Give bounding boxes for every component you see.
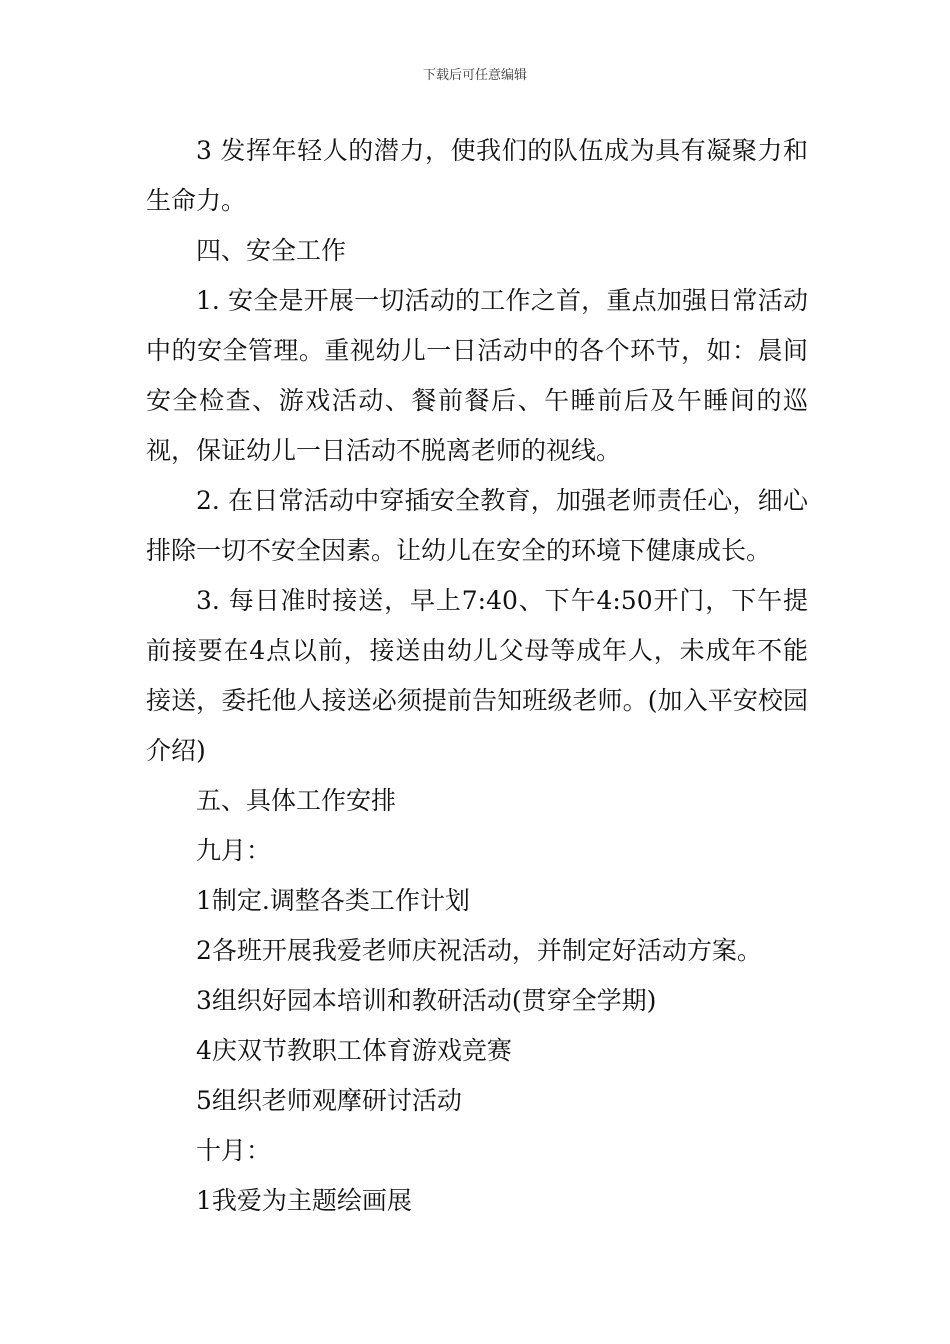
section-heading-safety: 四、安全工作 [196,236,347,265]
document-body [146,126,808,1226]
list-item: 4庆双节教职工体育游戏竞赛 [196,1036,512,1065]
list-item: 2各班开展我爱老师庆祝活动，并制定好活动方案。 [196,936,762,965]
list-item: 1制定.调整各类工作计划 [196,886,470,915]
list-item: 3组织好园本培训和教研活动(贯穿全学期) [196,986,657,1015]
month-heading-september: 九月： [196,836,272,865]
section-heading-schedule: 五、具体工作安排 [196,786,397,815]
page-header: 下载后可任意编辑 [422,68,527,83]
paragraph-item-5: 3. 每日准时接送，早上7:40、下午4:50开门，下午提前接要在4点以前，接送由幼儿父母等成年人，未成年不能接送，委托他人接送必须提前告知班级老师。(加入平安校园介绍) [146,586,808,765]
paragraph-item-3: 1. 安全是开展一切活动的工作之首，重点加强日常活动中的安全管理。重视幼儿一日活动中的各个环节，如：晨间安全检查、游戏活动、餐前餐后、午睡前后及午睡间的巡视，保证幼儿一日活动不脱离老师的视线。 [146,286,808,465]
paragraph-item-1: 3 发挥年轻人的潜力，使我们的队伍成为具有凝聚力和生命力。 [146,136,808,215]
month-heading-october: 十月： [196,1136,272,1165]
list-item: 5组织老师观摩研讨活动 [196,1086,462,1115]
paragraph-item-4: 2. 在日常活动中穿插安全教育，加强老师责任心，细心排除一切不安全因素。让幼儿在安全的环境下健康成长。 [146,486,808,565]
list-item: 1我爱为主题绘画展 [196,1186,412,1215]
